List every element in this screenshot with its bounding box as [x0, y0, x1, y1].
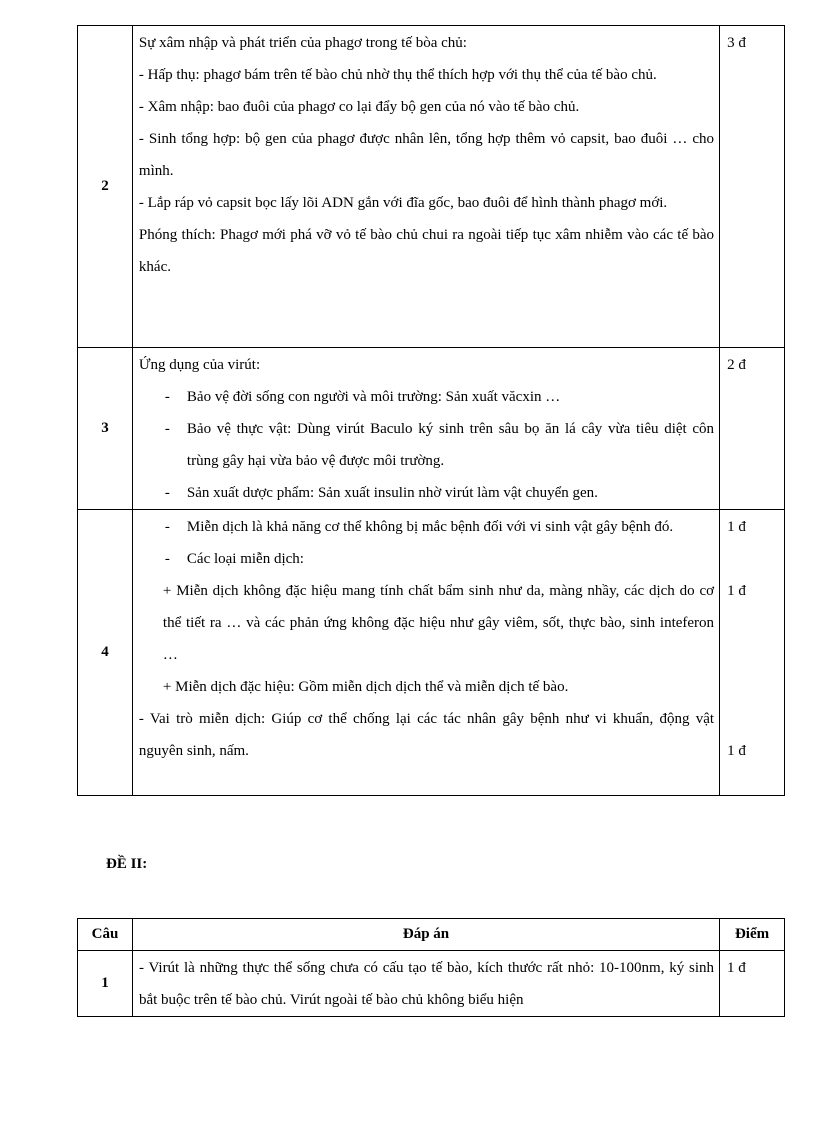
list-item-text: Sản xuất dược phẩm: Sản xuất insulin nhờ virút làm vật chuyển gen.	[186, 485, 598, 501]
dash-marker: -	[164, 485, 170, 501]
table-header-row	[78, 919, 785, 951]
score-cell: 3 đ	[720, 26, 785, 348]
score-value: 1 đ	[727, 583, 746, 599]
answer-line: - Virút là những thực thể sống chưa có cấu tạo tế bào, kích thước rất nhỏ: 10-100nm, ký sinh bắt buộc trên tế bào chủ. Virút ngoài tế bào chủ không biểu hiện	[138, 960, 715, 1008]
score-gap	[727, 671, 784, 703]
section-heading: ĐỀ II:	[106, 856, 148, 872]
dash-marker: -	[164, 389, 170, 405]
answer-table-part2	[77, 918, 785, 1017]
answer-line: - Xâm nhập: bao đuôi của phagơ co lại đẩy bộ gen của nó vào tế bào chủ.	[138, 99, 580, 115]
score-gap	[727, 639, 784, 671]
table-row	[78, 951, 785, 1017]
answer-cell	[132, 348, 719, 510]
answer-line: - Vai trò miễn dịch: Giúp cơ thể chống lại các tác nhân gây bệnh như vi khuẩn, động vật nguyên sinh, nấm.	[138, 711, 715, 759]
score-value: 1 đ	[727, 519, 746, 535]
table-row	[78, 26, 785, 348]
question-number: 4	[78, 510, 133, 796]
list-item	[139, 381, 714, 413]
sub-item: + Miễn dịch không đặc hiệu mang tính chất bẩm sinh như da, màng nhầy, các dịch do cơ thể tiết ra … và các phản ứng không đặc hiệu như gây viêm, sốt, thực bào, sinh inteferon …	[162, 583, 715, 663]
question-number: 3	[78, 348, 133, 510]
table-row	[78, 348, 785, 510]
score-cell	[720, 510, 785, 796]
answer-line: - Hấp thụ: phagơ bám trên tế bào chủ nhờ thụ thể thích hợp với thụ thể của tế bào chủ.	[138, 67, 657, 83]
column-header-score: Điểm	[720, 919, 785, 951]
score-gap	[727, 543, 784, 575]
column-header-question: Câu	[78, 919, 133, 951]
column-header-answer: Đáp án	[132, 919, 719, 951]
list-item-text: Miễn dịch là khả năng cơ thể không bị mắc bệnh đối với vi sinh vật gây bệnh đó.	[186, 519, 674, 535]
answer-line: Phóng thích: Phagơ mới phá vỡ vỏ tế bào chủ chui ra ngoài tiếp tục xâm nhiễm vào các tế bào khác.	[138, 227, 715, 275]
answer-table-part1	[77, 25, 785, 796]
answer-title: Ứng dụng của virút:	[138, 357, 261, 373]
answer-line: - Sinh tổng hợp: bộ gen của phagơ được nhân lên, tổng hợp thêm vỏ capsit, bao đuôi … cho mình.	[138, 131, 715, 179]
dash-marker: -	[164, 519, 170, 535]
list-item-text: Bảo vệ thực vật: Dùng virút Baculo ký sinh trên sâu bọ ăn lá cây vừa tiêu diệt côn trùng gây hại vừa bảo vệ được môi trường.	[186, 421, 715, 469]
score-gap	[727, 607, 784, 639]
dash-marker: -	[164, 551, 170, 567]
answer-line: Sự xâm nhập và phát triển của phagơ trong tế bòa chủ:	[138, 35, 467, 51]
score-cell: 2 đ	[720, 348, 785, 510]
score-cell: 1 đ	[720, 951, 785, 1017]
list-item	[139, 511, 714, 543]
answer-line: - Lắp ráp vỏ capsit bọc lấy lõi ADN gắn với đĩa gốc, bao đuôi để hình thành phagơ mới.	[138, 195, 668, 211]
question-number: 1	[78, 951, 133, 1017]
list-item-text: Bảo vệ đời sống con người và môi trường: Sản xuất văcxin …	[186, 389, 561, 405]
list-item	[139, 477, 714, 509]
dash-marker: -	[164, 421, 170, 437]
table-row	[78, 510, 785, 796]
question-number: 2	[78, 26, 133, 348]
list-item-text: Các loại miễn dịch:	[186, 551, 304, 567]
answer-cell	[132, 951, 719, 1017]
answer-cell	[132, 26, 719, 348]
list-item	[139, 543, 714, 575]
score-gap	[727, 703, 784, 735]
sub-item: + Miễn dịch đặc hiệu: Gồm miễn dịch dịch thể và miễn dịch tế bào.	[162, 679, 569, 695]
list-item	[139, 413, 714, 477]
answer-cell	[132, 510, 719, 796]
score-value: 1 đ	[727, 743, 746, 759]
